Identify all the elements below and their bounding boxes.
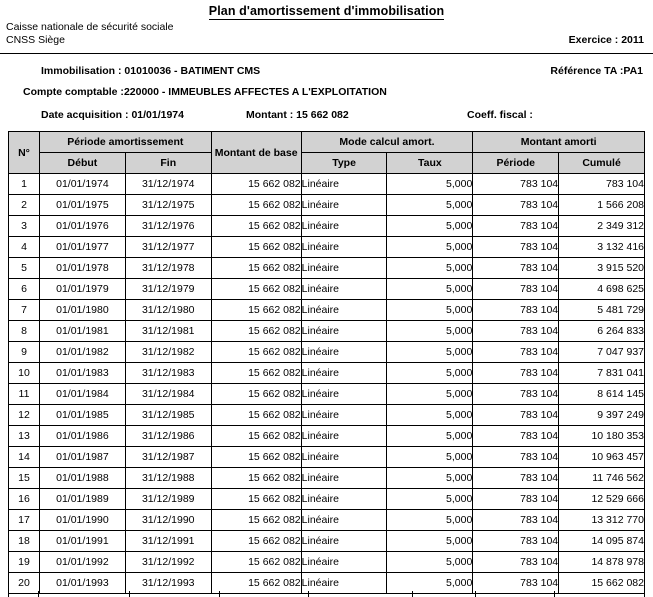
cell-taux: 5,000 xyxy=(387,258,473,279)
cell-taux: 5,000 xyxy=(387,531,473,552)
table-body xyxy=(9,174,645,594)
cell-type: Linéaire xyxy=(301,510,387,531)
header-montant-amorti-group: Montant amorti xyxy=(473,132,645,153)
cell-montant-base: 15 662 082 xyxy=(211,237,301,258)
cell-debut: 01/01/1991 xyxy=(40,531,126,552)
cell-numero: 19 xyxy=(9,552,40,573)
cell-numero: 8 xyxy=(9,321,40,342)
cell-debut: 01/01/1974 xyxy=(40,174,126,195)
compte-comptable-value: 220000 - IMMEUBLES AFFECTES A L'EXPLOITATION xyxy=(123,86,387,98)
cell-numero: 11 xyxy=(9,384,40,405)
cell-fin: 31/12/1992 xyxy=(125,552,211,573)
cell-cumule: 5 481 729 xyxy=(559,300,645,321)
cell-montant-base: 15 662 082 xyxy=(211,279,301,300)
cell-taux: 5,000 xyxy=(387,552,473,573)
cell-periode: 783 104 xyxy=(473,489,559,510)
cell-type: Linéaire xyxy=(301,300,387,321)
date-acquisition-label: Date acquisition : xyxy=(41,109,132,121)
cell-taux: 5,000 xyxy=(387,426,473,447)
cell-fin: 31/12/1988 xyxy=(125,468,211,489)
cell-fin: 31/12/1989 xyxy=(125,489,211,510)
cell-cumule: 10 963 457 xyxy=(559,447,645,468)
cell-type: Linéaire xyxy=(301,405,387,426)
cell-periode: 783 104 xyxy=(473,216,559,237)
cell-cumule: 14 878 978 xyxy=(559,552,645,573)
cell-montant-base: 15 662 082 xyxy=(211,363,301,384)
montant-value: 15 662 082 xyxy=(296,109,349,121)
cell-montant-base: 15 662 082 xyxy=(211,468,301,489)
amortization-table-wrapper xyxy=(8,131,645,594)
cell-taux: 5,000 xyxy=(387,237,473,258)
cell-numero: 10 xyxy=(9,363,40,384)
cell-numero: 17 xyxy=(9,510,40,531)
header-cumule: Cumulé xyxy=(559,153,645,174)
cell-cumule: 7 047 937 xyxy=(559,342,645,363)
cell-numero: 15 xyxy=(9,468,40,489)
cell-debut: 01/01/1985 xyxy=(40,405,126,426)
cell-cumule: 13 312 770 xyxy=(559,510,645,531)
cell-fin: 31/12/1978 xyxy=(125,258,211,279)
cell-montant-base: 15 662 082 xyxy=(211,258,301,279)
cell-periode: 783 104 xyxy=(473,321,559,342)
cell-cumule: 1 566 208 xyxy=(559,195,645,216)
organization-line-2: CNSS Siège xyxy=(6,33,65,46)
cell-periode: 783 104 xyxy=(473,447,559,468)
cell-montant-base: 15 662 082 xyxy=(211,489,301,510)
table-row xyxy=(9,174,645,195)
header-mode-group: Mode calcul amort. xyxy=(301,132,473,153)
cell-debut: 01/01/1976 xyxy=(40,216,126,237)
cell-fin: 31/12/1974 xyxy=(125,174,211,195)
cell-type: Linéaire xyxy=(301,384,387,405)
header-periode: Période xyxy=(473,153,559,174)
cell-debut: 01/01/1982 xyxy=(40,342,126,363)
cell-taux: 5,000 xyxy=(387,174,473,195)
table-row xyxy=(9,510,645,531)
cell-debut: 01/01/1990 xyxy=(40,510,126,531)
cell-numero: 1 xyxy=(9,174,40,195)
cell-cumule: 3 132 416 xyxy=(559,237,645,258)
cell-periode: 783 104 xyxy=(473,342,559,363)
compte-comptable-field xyxy=(23,86,387,98)
cell-cumule: 14 095 874 xyxy=(559,531,645,552)
cell-montant-base: 15 662 082 xyxy=(211,300,301,321)
date-acquisition-value: 01/01/1974 xyxy=(131,109,184,121)
table-row xyxy=(9,195,645,216)
cell-taux: 5,000 xyxy=(387,195,473,216)
cell-montant-base: 15 662 082 xyxy=(211,216,301,237)
cell-type: Linéaire xyxy=(301,552,387,573)
table-row xyxy=(9,216,645,237)
cell-cumule: 10 180 353 xyxy=(559,426,645,447)
cell-periode: 783 104 xyxy=(473,363,559,384)
header-taux: Taux xyxy=(387,153,473,174)
cell-debut: 01/01/1983 xyxy=(40,363,126,384)
reference-ta-value: PA1 xyxy=(623,65,643,77)
coeff-fiscal-field xyxy=(467,109,533,121)
table-row xyxy=(9,447,645,468)
cell-numero: 12 xyxy=(9,405,40,426)
cell-taux: 5,000 xyxy=(387,384,473,405)
cell-periode: 783 104 xyxy=(473,531,559,552)
cell-fin: 31/12/1981 xyxy=(125,321,211,342)
cell-numero: 4 xyxy=(9,237,40,258)
cell-fin: 31/12/1984 xyxy=(125,384,211,405)
cell-periode: 783 104 xyxy=(473,237,559,258)
cell-type: Linéaire xyxy=(301,174,387,195)
cell-cumule: 3 915 520 xyxy=(559,258,645,279)
cell-type: Linéaire xyxy=(301,279,387,300)
cell-fin: 31/12/1990 xyxy=(125,510,211,531)
cell-montant-base: 15 662 082 xyxy=(211,342,301,363)
table-row xyxy=(9,552,645,573)
cell-debut: 01/01/1975 xyxy=(40,195,126,216)
organization-block xyxy=(6,21,174,46)
cell-type: Linéaire xyxy=(301,363,387,384)
header-numero: N° xyxy=(9,132,40,174)
table-header xyxy=(9,132,645,174)
cell-periode: 783 104 xyxy=(473,258,559,279)
header-debut: Début xyxy=(40,153,126,174)
cell-type: Linéaire xyxy=(301,531,387,552)
page-title-text: Plan d'amortissement d'immobilisation xyxy=(208,4,445,18)
header-montant-base: Montant de base xyxy=(211,132,301,174)
cell-montant-base: 15 662 082 xyxy=(211,384,301,405)
table-row xyxy=(9,426,645,447)
cell-numero: 18 xyxy=(9,531,40,552)
table-row xyxy=(9,531,645,552)
cell-debut: 01/01/1977 xyxy=(40,237,126,258)
cell-fin: 31/12/1977 xyxy=(125,237,211,258)
cell-type: Linéaire xyxy=(301,216,387,237)
cell-montant-base: 15 662 082 xyxy=(211,447,301,468)
cell-fin: 31/12/1991 xyxy=(125,531,211,552)
cell-fin: 31/12/1986 xyxy=(125,426,211,447)
cell-type: Linéaire xyxy=(301,258,387,279)
cell-taux: 5,000 xyxy=(387,279,473,300)
cell-taux: 5,000 xyxy=(387,300,473,321)
cell-periode: 783 104 xyxy=(473,195,559,216)
cell-montant-base: 15 662 082 xyxy=(211,405,301,426)
cell-numero: 20 xyxy=(9,573,40,594)
date-acquisition-field xyxy=(41,109,184,121)
cell-cumule: 11 746 562 xyxy=(559,468,645,489)
table-header-row-sub xyxy=(9,153,645,174)
cell-type: Linéaire xyxy=(301,468,387,489)
table-row xyxy=(9,342,645,363)
cell-cumule: 6 264 833 xyxy=(559,321,645,342)
cell-type: Linéaire xyxy=(301,426,387,447)
cell-debut: 01/01/1993 xyxy=(40,573,126,594)
cell-cumule: 15 662 082 xyxy=(559,573,645,594)
table-row xyxy=(9,237,645,258)
cell-debut: 01/01/1988 xyxy=(40,468,126,489)
cell-fin: 31/12/1982 xyxy=(125,342,211,363)
cell-debut: 01/01/1992 xyxy=(40,552,126,573)
immobilisation-value: 01010036 - BATIMENT CMS xyxy=(124,65,261,77)
cell-numero: 13 xyxy=(9,426,40,447)
cell-debut: 01/01/1978 xyxy=(40,258,126,279)
coeff-fiscal-label: Coeff. fiscal : xyxy=(467,109,533,121)
cell-montant-base: 15 662 082 xyxy=(211,174,301,195)
cell-debut: 01/01/1986 xyxy=(40,426,126,447)
cell-type: Linéaire xyxy=(301,321,387,342)
cell-periode: 783 104 xyxy=(473,384,559,405)
table-row xyxy=(9,384,645,405)
cell-debut: 01/01/1987 xyxy=(40,447,126,468)
cell-taux: 5,000 xyxy=(387,468,473,489)
cell-numero: 3 xyxy=(9,216,40,237)
cell-cumule: 7 831 041 xyxy=(559,363,645,384)
header-periode-group: Période amortissement xyxy=(40,132,212,153)
cell-type: Linéaire xyxy=(301,489,387,510)
table-row xyxy=(9,321,645,342)
cell-cumule: 2 349 312 xyxy=(559,216,645,237)
cell-periode: 783 104 xyxy=(473,573,559,594)
cell-numero: 14 xyxy=(9,447,40,468)
table-row xyxy=(9,468,645,489)
cell-fin: 31/12/1985 xyxy=(125,405,211,426)
cell-taux: 5,000 xyxy=(387,573,473,594)
montant-label: Montant : xyxy=(246,109,297,121)
cell-cumule: 12 529 666 xyxy=(559,489,645,510)
cell-cumule: 4 698 625 xyxy=(559,279,645,300)
cell-debut: 01/01/1979 xyxy=(40,279,126,300)
header-type: Type xyxy=(301,153,387,174)
cell-periode: 783 104 xyxy=(473,510,559,531)
cell-periode: 783 104 xyxy=(473,426,559,447)
cell-type: Linéaire xyxy=(301,342,387,363)
cell-debut: 01/01/1989 xyxy=(40,489,126,510)
cell-montant-base: 15 662 082 xyxy=(211,573,301,594)
cell-taux: 5,000 xyxy=(387,216,473,237)
cell-debut: 01/01/1981 xyxy=(40,321,126,342)
cell-numero: 5 xyxy=(9,258,40,279)
cell-numero: 9 xyxy=(9,342,40,363)
cell-debut: 01/01/1980 xyxy=(40,300,126,321)
cell-montant-base: 15 662 082 xyxy=(211,552,301,573)
cell-fin: 31/12/1980 xyxy=(125,300,211,321)
cell-periode: 783 104 xyxy=(473,300,559,321)
cell-periode: 783 104 xyxy=(473,174,559,195)
header-divider xyxy=(0,53,653,54)
cell-debut: 01/01/1984 xyxy=(40,384,126,405)
table-header-row-group xyxy=(9,132,645,153)
reference-ta-field xyxy=(550,65,643,77)
cell-fin: 31/12/1993 xyxy=(125,573,211,594)
cell-taux: 5,000 xyxy=(387,363,473,384)
cell-taux: 5,000 xyxy=(387,342,473,363)
cell-cumule: 9 397 249 xyxy=(559,405,645,426)
cell-numero: 2 xyxy=(9,195,40,216)
table-row xyxy=(9,300,645,321)
cell-montant-base: 15 662 082 xyxy=(211,531,301,552)
cell-fin: 31/12/1979 xyxy=(125,279,211,300)
immobilisation-field xyxy=(41,65,260,77)
cell-periode: 783 104 xyxy=(473,552,559,573)
amortization-table xyxy=(8,131,645,594)
exercice-label: Exercice : 2011 xyxy=(568,34,644,46)
cell-montant-base: 15 662 082 xyxy=(211,426,301,447)
cell-taux: 5,000 xyxy=(387,489,473,510)
cell-periode: 783 104 xyxy=(473,468,559,489)
cell-type: Linéaire xyxy=(301,573,387,594)
cell-cumule: 783 104 xyxy=(559,174,645,195)
cell-cumule: 8 614 145 xyxy=(559,384,645,405)
cell-fin: 31/12/1975 xyxy=(125,195,211,216)
cell-type: Linéaire xyxy=(301,195,387,216)
table-row xyxy=(9,279,645,300)
cell-fin: 31/12/1983 xyxy=(125,363,211,384)
cell-montant-base: 15 662 082 xyxy=(211,321,301,342)
cell-type: Linéaire xyxy=(301,237,387,258)
cell-taux: 5,000 xyxy=(387,321,473,342)
immobilisation-label: Immobilisation : xyxy=(41,65,125,77)
cell-taux: 5,000 xyxy=(387,405,473,426)
cell-type: Linéaire xyxy=(301,447,387,468)
cell-numero: 6 xyxy=(9,279,40,300)
organization-line-1: Caisse nationale de sécurité sociale xyxy=(6,21,174,33)
cell-montant-base: 15 662 082 xyxy=(211,195,301,216)
montant-field xyxy=(246,109,349,121)
cell-fin: 31/12/1976 xyxy=(125,216,211,237)
cell-fin: 31/12/1987 xyxy=(125,447,211,468)
table-row xyxy=(9,258,645,279)
page-title xyxy=(0,4,653,18)
cell-periode: 783 104 xyxy=(473,405,559,426)
cell-montant-base: 15 662 082 xyxy=(211,510,301,531)
cell-taux: 5,000 xyxy=(387,447,473,468)
cell-taux: 5,000 xyxy=(387,510,473,531)
cell-numero: 16 xyxy=(9,489,40,510)
table-row xyxy=(9,405,645,426)
table-row xyxy=(9,489,645,510)
header-fin: Fin xyxy=(125,153,211,174)
table-partial-row xyxy=(8,591,645,597)
cell-periode: 783 104 xyxy=(473,279,559,300)
compte-comptable-label: Compte comptable : xyxy=(23,86,124,98)
cell-numero: 7 xyxy=(9,300,40,321)
reference-ta-label: Référence TA : xyxy=(550,65,624,77)
table-row xyxy=(9,363,645,384)
